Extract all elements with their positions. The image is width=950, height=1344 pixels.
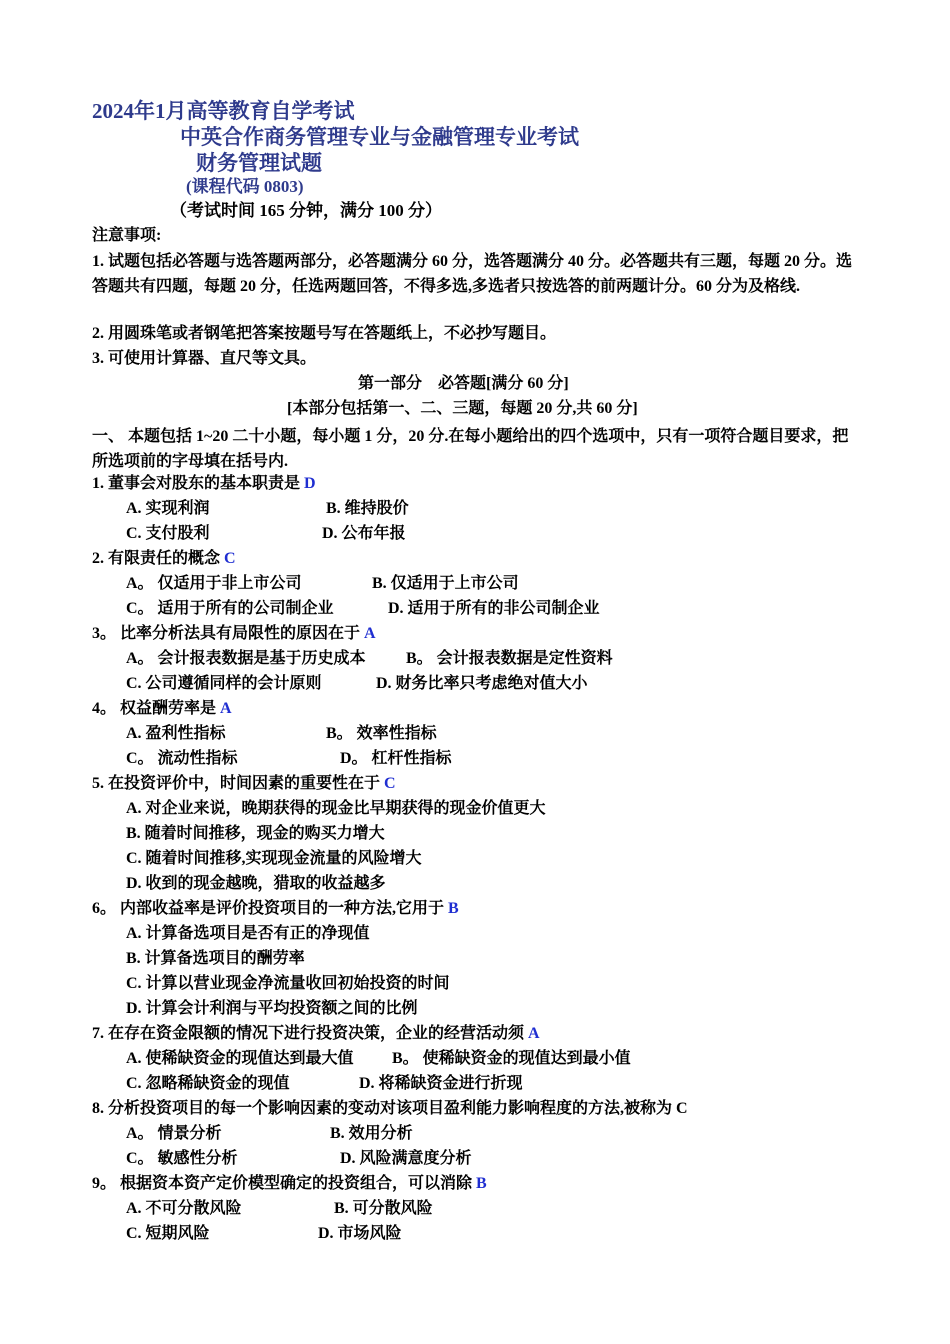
option: A. 使稀缺资金的现值达到最大值: [126, 1050, 354, 1067]
part-subtitle: [本部分包括第一、二、三题，每题 20 分,共 60 分]: [287, 400, 638, 417]
option: D. 公布年报: [322, 525, 406, 542]
option: C. 短期风险: [126, 1225, 210, 1242]
option: D. 财务比率只考虑绝对值大小: [376, 675, 588, 692]
option: C。 适用于所有的公司制企业: [126, 600, 334, 617]
option: C。 流动性指标: [126, 750, 238, 767]
option: B. 随着时间推移，现金的购买力增大: [126, 825, 385, 842]
option: B。 效率性指标: [326, 725, 437, 742]
option: A. 计算备选项目是否有正的净现值: [126, 925, 370, 942]
option: C. 随着时间推移,实现现金流量的风险增大: [126, 850, 422, 867]
option: D. 计算会计利润与平均投资额之间的比例: [126, 1000, 418, 1017]
option: D。 杠杆性指标: [340, 750, 452, 767]
question-3: [92, 624, 376, 644]
note-1: 1. 试题包括必答题与选答题两部分，必答题满分 60 分，选答题满分 40 分。必答题共有三题，每题 20 分。选答题共有四题，每题 20 分，任选两题回答，不得多选,多选者只按选答的前两题计分。60 分为及格线.: [92, 253, 853, 295]
note-2: 2. 用圆珠笔或者钢笔把答案按题号写在答题纸上，不必抄写题目。: [92, 325, 557, 342]
answer-key: B: [476, 1175, 487, 1192]
question-5: [92, 774, 396, 794]
option: B. 维持股价: [326, 500, 409, 517]
answer-key: C: [676, 1100, 688, 1117]
option: D. 收到的现金越晚，猎取的收益越多: [126, 875, 386, 892]
option: B. 仅适用于上市公司: [372, 575, 519, 592]
option: D. 将稀缺资金进行折现: [359, 1075, 523, 1092]
option: A。 会计报表数据是基于历史成本: [126, 650, 366, 667]
course-code: (课程代码 0803): [186, 177, 304, 196]
exam-title: 2024年1月高等教育自学考试: [92, 99, 355, 123]
question-stem: 6。 内部收益率是评价投资项目的一种方法,它用于: [92, 900, 449, 917]
option: B。 使稀缺资金的现值达到最小值: [392, 1050, 631, 1067]
option: C。 敏感性分析: [126, 1150, 238, 1167]
question-stem: 4。 权益酬劳率是: [92, 700, 221, 717]
option: A. 对企业来说，晚期获得的现金比早期获得的现金价值更大: [126, 800, 546, 817]
answer-key: C: [384, 775, 396, 792]
question-8: [92, 1099, 688, 1119]
option: C. 公司遵循同样的会计原则: [126, 675, 322, 692]
question-stem: 8. 分析投资项目的每一个影响因素的变动对该项目盈利能力影响程度的方法,被称为: [92, 1100, 677, 1117]
option: A. 盈利性指标: [126, 725, 226, 742]
option: C. 支付股利: [126, 525, 210, 542]
option: B. 计算备选项目的酬劳率: [126, 950, 305, 967]
answer-key: A: [364, 625, 376, 642]
question-2: [92, 549, 236, 569]
question-stem: 9。 根据资本资产定价模型确定的投资组合，可以消除: [92, 1175, 477, 1192]
option: B. 可分散风险: [334, 1200, 433, 1217]
option: D. 市场风险: [318, 1225, 402, 1242]
question-4: [92, 699, 232, 719]
question-1: [92, 474, 316, 494]
option: D. 风险满意度分析: [340, 1150, 472, 1167]
answer-key: D: [304, 475, 316, 492]
part-title: 第一部分 必答题[满分 60 分]: [358, 375, 569, 392]
answer-key: A: [528, 1025, 540, 1042]
option: C. 忽略稀缺资金的现值: [126, 1075, 290, 1092]
option: A. 实现利润: [126, 500, 210, 517]
exam-time: （考试时间 165 分钟，满分 100 分）: [170, 201, 442, 220]
subject-title: 财务管理试题: [196, 151, 322, 175]
question-6: [92, 899, 459, 919]
answer-key: B: [448, 900, 459, 917]
question-stem: 7. 在存在资金限额的情况下进行投资决策，企业的经营活动须: [92, 1025, 529, 1042]
question-9: [92, 1174, 487, 1194]
option: A。 仅适用于非上市公司: [126, 575, 302, 592]
option: B。 会计报表数据是定性资料: [406, 650, 613, 667]
question-stem: 2. 有限责任的概念: [92, 550, 225, 567]
note-3: 3. 可使用计算器、直尺等文具。: [92, 350, 317, 367]
option: A。 情景分析: [126, 1125, 222, 1142]
question-7: [92, 1024, 540, 1044]
option: B. 效用分析: [330, 1125, 413, 1142]
question-stem: 5. 在投资评价中，时间因素的重要性在于: [92, 775, 385, 792]
notes-heading: 注意事项:: [92, 227, 162, 244]
question-stem: 3。 比率分析法具有局限性的原因在于: [92, 625, 365, 642]
section-intro: 一、 本题包括 1~20 二十小题，每小题 1 分，20 分.在每小题给出的四个选项中，只有一项符合题目要求，把所选项前的字母填在括号内.: [92, 428, 849, 470]
answer-key: A: [220, 700, 232, 717]
option: A. 不可分散风险: [126, 1200, 242, 1217]
option: C. 计算以营业现金净流量收回初始投资的时间: [126, 975, 450, 992]
exam-subtitle: 中英合作商务管理专业与金融管理专业考试: [180, 125, 579, 149]
option: D. 适用于所有的非公司制企业: [388, 600, 600, 617]
answer-key: C: [224, 550, 236, 567]
question-stem: 1. 董事会对股东的基本职责是: [92, 475, 305, 492]
